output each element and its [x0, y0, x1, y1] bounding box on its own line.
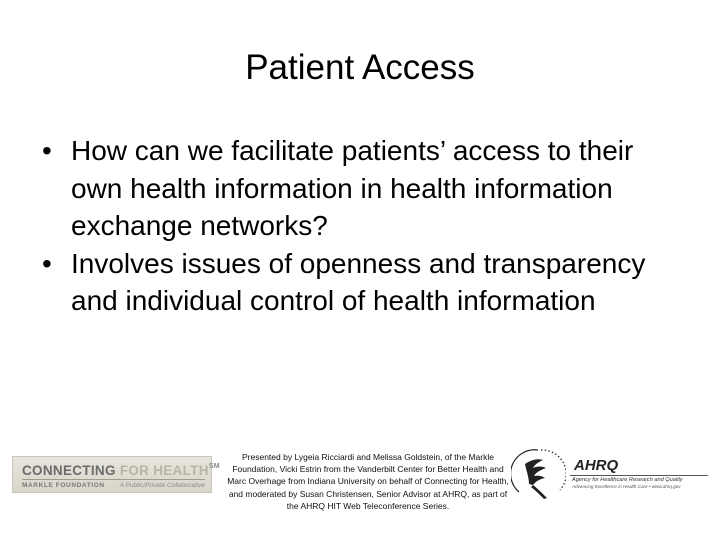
cfh-subline: MARKLE FOUNDATION A Public/Private Collaborative — [22, 482, 205, 489]
bullet-item — [42, 245, 682, 320]
ahrq-logo — [566, 455, 712, 499]
cfh-wordmark: CONNECTING FOR HEALTH℠ — [22, 463, 220, 478]
bullet-text: How can we facilitate patients’ access to their own health information in health information exchange networks? — [71, 135, 634, 241]
presentation-credit: Presented by Lygeia Ricciardi and Melissa Goldstein, of the Markle Foundation, Vicki Estrin from the Vanderbilt Center for Better Health and Marc Overhage from Indiana University on behalf of Connecting for Health, and moderated by Susan Christensen, Senior Advisor at AHRQ, as part of the AHRQ HIT Web Teleconference Series. — [227, 452, 509, 511]
cfh-divider — [22, 479, 205, 480]
connecting-for-health-logo — [12, 456, 220, 493]
bullet-list — [42, 132, 682, 320]
bullet-marker: • — [42, 247, 52, 279]
ahrq-divider — [570, 475, 708, 476]
bullet-text: Involves issues of openness and transparency and individual control of health information — [71, 247, 646, 316]
ahrq-agency-name: Agency for Healthcare Research and Quality Advancing Excellence in Health Care • www.ahrq.gov — [572, 477, 683, 489]
hhs-eagle-icon — [511, 444, 566, 504]
ahrq-wordmark: AHRQ — [574, 457, 619, 474]
bullet-item — [42, 132, 682, 245]
slide-title: Patient Access — [245, 48, 475, 87]
bullet-marker: • — [42, 135, 52, 166]
